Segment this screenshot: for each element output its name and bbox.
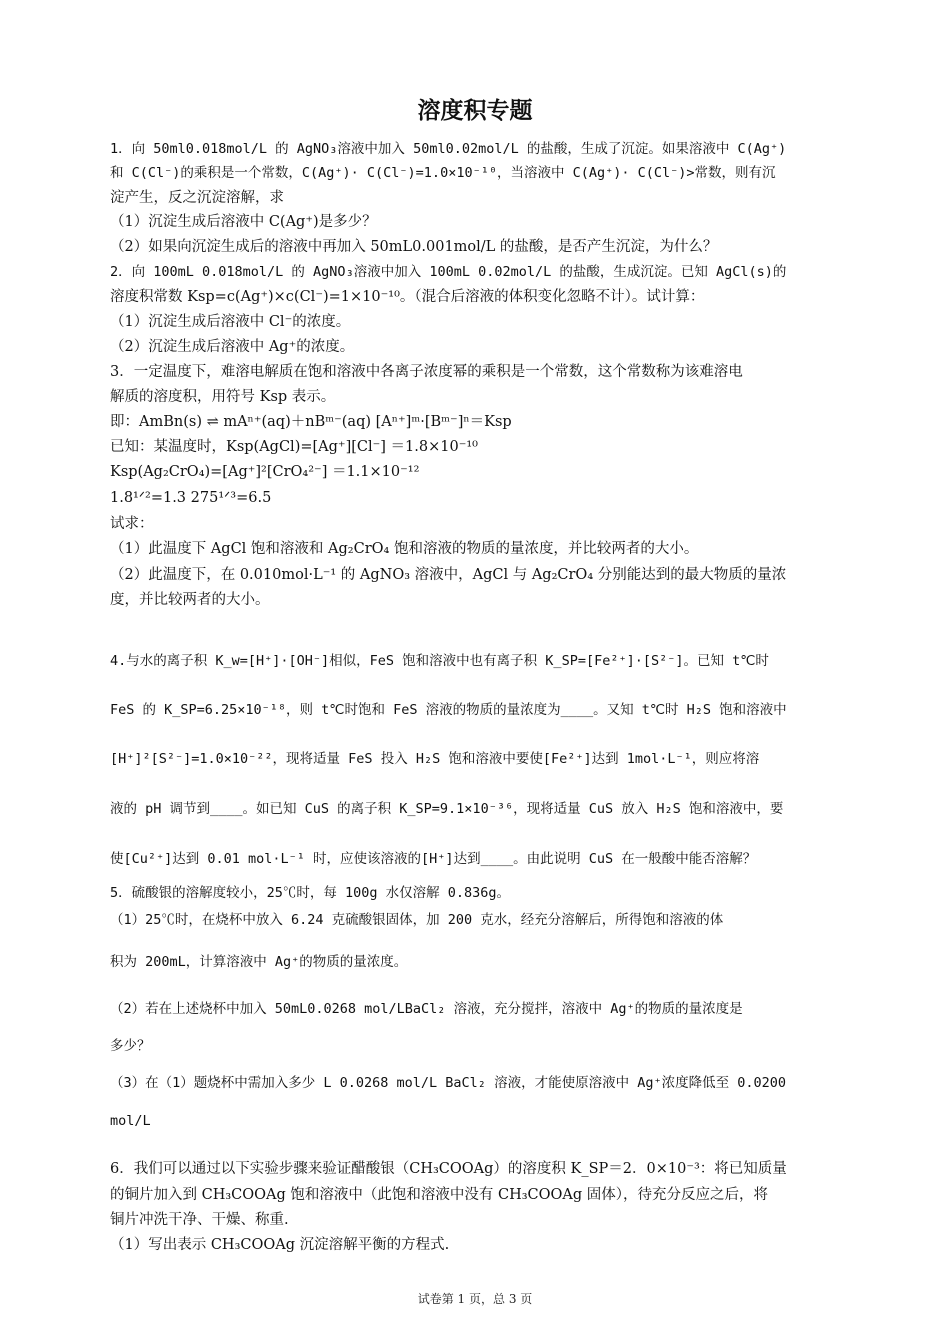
text-line: 6．我们可以通过以下实验步骤来验证醋酸银（CH₃COOAg）的溶度积 K_SP＝2．0×10⁻³：将已知质量 [110, 1161, 787, 1177]
text-line: （2）如果向沉淀生成后的溶液中再加入 50mL0.001mol/L 的盐酸，是否产生沉淀，为什么？ [110, 239, 718, 255]
text-line: （3）在（1）题烧杯中需加入多少 L 0.0268 mol/L BaCl₂ 溶液，才能使原溶液中 Ag⁺浓度降低至 0.0200 [110, 1075, 786, 1091]
equation-line: 即：AmBn(s) ⇌ mAⁿ⁺(aq)＋nBᵐ⁻(aq) [Aⁿ⁺]ᵐ·[Bᵐ⁻]ⁿ＝Ksp [110, 414, 512, 430]
text-line: 液的 pH 调节到____。如已知 CuS 的离子积 K_SP=9.1×10⁻³⁶，现将适量 CuS 放入 H₂S 饱和溶液中，要 [110, 801, 784, 817]
equation-line: 已知：某温度时，Ksp(AgCl)=[Ag⁺][Cl⁻] ＝1.8×10⁻¹⁰ [110, 439, 478, 455]
text-line: （2）此温度下，在 0.010mol·L⁻¹ 的 AgNO₃ 溶液中，AgCl 与 Ag₂CrO₄ 分别能达到的最大物质的量浓 [110, 567, 787, 583]
text-line: 淀产生，反之沉淀溶解，求 [110, 190, 284, 206]
text-line: 和 C(Cl⁻)的乘积是一个常数，C(Ag⁺)· C(Cl⁻)=1.0×10⁻¹⁰，当溶液中 C(Ag⁺)· C(Cl⁻)>常数，则有沉 [110, 165, 776, 181]
text-line: 5．硫酸银的溶解度较小，25℃时，每 100g 水仅溶解 0.836g。 [110, 885, 511, 901]
equation-line: 1.8¹ᐟ²=1.3 275¹ᐟ³=6.5 [110, 490, 272, 506]
page-footer: 试卷第 1 页，总 3 页 [417, 1292, 533, 1306]
text-line: 3．一定温度下，难溶电解质在饱和溶液中各离子浓度幂的乘积是一个常数，这个常数称为该难溶电 [110, 364, 743, 380]
text-line: 解质的溶度积，用符号 Ksp 表示。 [110, 389, 336, 405]
text-line: （1）沉淀生成后溶液中 C(Ag⁺)是多少？ [110, 214, 377, 230]
text-line: 使[Cu²⁺]达到 0.01 mol·L⁻¹ 时，应使该溶液的[H⁺]达到____。由此说明 CuS 在一般酸中能否溶解？ [110, 851, 757, 867]
text-line: （2）沉淀生成后溶液中 Ag⁺的浓度。 [110, 339, 355, 355]
text-line: 积为 200mL，计算溶液中 Ag⁺的物质的量浓度。 [110, 954, 408, 970]
text-line: 试求： [110, 516, 154, 532]
text-line: 的铜片加入到 CH₃COOAg 饱和溶液中（此饱和溶液中没有 CH₃COOAg 固体），待充分反应之后，将 [110, 1187, 769, 1203]
text-line: mol/L [110, 1113, 151, 1129]
text-line: 1．向 50ml0.018mol/L 的 AgNO₃溶液中加入 50ml0.02mol/L 的盐酸，生成了沉淀。如果溶液中 C(Ag⁺) [110, 141, 787, 157]
text-line: 溶度积常数 Ksp=c(Ag⁺)×c(Cl⁻)=1×10⁻¹⁰。（混合后溶液的体积变化忽略不计）。试计算： [110, 289, 705, 305]
text-line: （1）沉淀生成后溶液中 Cl⁻的浓度。 [110, 314, 351, 330]
equation-line: Ksp(Ag₂CrO₄)=[Ag⁺]²[CrO₄²⁻] ＝1.1×10⁻¹² [110, 464, 420, 480]
text-line: 度，并比较两者的大小。 [110, 592, 270, 608]
text-line: 铜片冲洗干净、干燥、称重. [110, 1212, 289, 1228]
text-line: 2．向 100mL 0.018mol/L 的 AgNO₃溶液中加入 100mL 0.02mol/L 的盐酸，生成沉淀。已知 AgCl(s)的 [110, 264, 787, 280]
text-line: （1）写出表示 CH₃COOAg 沉淀溶解平衡的方程式. [110, 1237, 450, 1253]
text-line: 4.与水的离子积 K_w=[H⁺]·[OH⁻]相似，FeS 饱和溶液中也有离子积 K_SP=[Fe²⁺]·[S²⁻]。已知 t℃时 [110, 653, 769, 669]
text-line: FeS 的 K_SP=6.25×10⁻¹⁸，则 t℃时饱和 FeS 溶液的物质的量浓度为____。又知 t℃时 H₂S 饱和溶液中 [110, 702, 787, 718]
text-line: （2）若在上述烧杯中加入 50mL0.0268 mol/LBaCl₂ 溶液，充分搅拌，溶液中 Ag⁺的物质的量浓度是 [110, 1001, 743, 1017]
text-line: （1）25℃时，在烧杯中放入 6.24 克硫酸银固体，加 200 克水，经充分溶解后，所得饱和溶液的体 [110, 912, 724, 928]
text-line: [H⁺]²[S²⁻]=1.0×10⁻²²，现将适量 FeS 投入 H₂S 饱和溶液中要使[Fe²⁺]达到 1mol·L⁻¹，则应将溶 [110, 751, 760, 767]
page-title: 溶度积专题 [417, 98, 533, 124]
text-line: 多少？ [110, 1038, 151, 1054]
text-line: （1）此温度下 AgCl 饱和溶液和 Ag₂CrO₄ 饱和溶液的物质的量浓度，并比较两者的大小。 [110, 541, 699, 557]
